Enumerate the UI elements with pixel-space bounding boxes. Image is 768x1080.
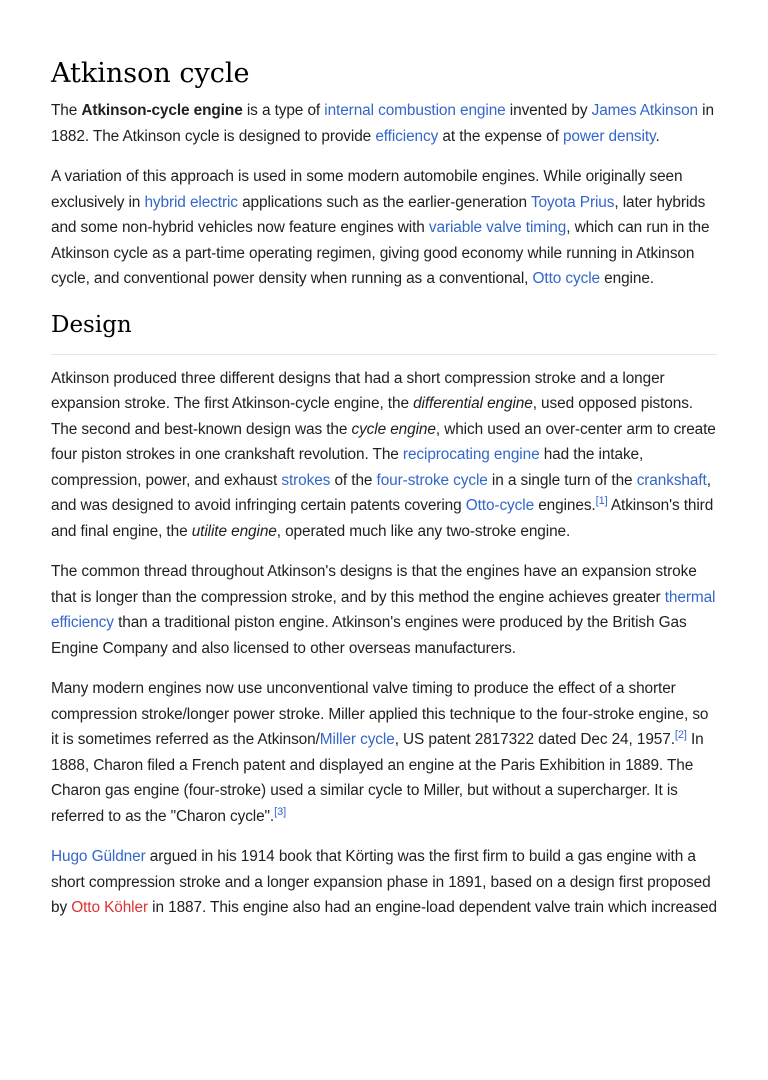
text: in 1882. The Atkinson cycle is designed to provide [51,102,714,145]
text: is a type of [242,102,325,119]
text: , later hybrids and some non-hybrid vehicles now feature engines with [51,193,706,236]
text: The [51,102,82,119]
text: of the [330,471,377,489]
italic-term: utilite engine [191,522,277,540]
text: , and was designed to avoid infringing certain patents covering [51,471,711,514]
redlink-otto-kohler[interactable]: Otto Köhler [71,899,148,916]
text: invented by [505,102,592,119]
link-thermal-efficiency[interactable]: thermal efficiency [51,588,716,631]
link-toyota-prius[interactable]: Toyota Prius [530,193,615,211]
link-james-atkinson[interactable]: James Atkinson [591,102,698,119]
link-strokes[interactable]: strokes [281,471,331,489]
text: A variation of this approach is used in some modern automobile engines. While originally seen exclusively in [51,168,683,211]
text: Atkinson produced three different designs that had a short compression stroke and a longer expansion stroke. The first Atkinson-cycle engine, the [51,369,665,412]
design-paragraph-4 [51,844,717,921]
text: than a traditional piston engine. Atkinson's engines were produced by the British Gas Engine Company and also licensed to other overseas manufacturers. [51,614,687,657]
link-variable-valve-timing[interactable]: variable valve timing [428,219,567,236]
link-otto-cycle-patents[interactable]: Otto-cycle [465,497,535,514]
text: engines. [534,497,596,514]
intro-paragraph-1 [51,98,717,149]
text: , which used an over-center arm to create four piston strokes in one crankshaft revolution. The [51,420,716,463]
section-heading-design: Design [51,310,717,355]
text: in a single turn of the [487,471,637,489]
text: In 1888, Charon filed a French patent and displayed an engine at the Paris Exhibition in 1889. The Charon gas engine (four-stroke) used a similar cycle to Miller, but without a supercharger. It is referred to as the "Charon cycle". [51,731,704,825]
text: Many modern engines now use unconventional valve timing to produce the effect of a shorter compression stroke/longer power stroke. Miller applied this technique to the four-stroke engine, so it is sometimes referred as the Atkinson/ [51,680,709,748]
text: had the intake, compression, power, and exhaust [51,446,644,489]
link-four-stroke-cycle[interactable]: four-stroke cycle [376,471,488,489]
article [0,56,768,921]
text: engine. [599,270,654,287]
link-hybrid-electric[interactable]: hybrid electric [144,193,238,211]
reference-link-3[interactable]: [3] [274,805,287,818]
link-otto-cycle[interactable]: Otto cycle [532,270,600,287]
design-paragraph-1 [51,366,717,545]
link-internal-combustion-engine[interactable]: internal combustion engine [324,102,506,119]
text: , which can run in the Atkinson cycle as a part-time operating regimen, giving good economy while running in Atkinson cycle, and conventional power density when running as a conventional, [51,219,710,287]
reference-link-1[interactable]: [1] [595,495,608,507]
design-paragraph-3 [51,676,717,829]
text: , US patent 2817322 dated Dec 24, 1957. [394,731,675,748]
link-efficiency[interactable]: efficiency [375,127,439,145]
link-power-density[interactable]: power density [562,127,656,145]
link-hugo-guldner[interactable]: Hugo Güldner [51,848,146,865]
text: at the expense of [438,127,563,145]
page-title: Atkinson cycle [51,58,250,89]
text: , used opposed pistons. The second and best-known design was the [51,395,693,438]
link-crankshaft[interactable]: crankshaft [636,471,707,489]
text: in 1887. This engine also had an engine-load dependent valve train which increased [147,899,717,916]
intro-paragraph-2 [51,164,717,292]
reference-link-2[interactable]: [2] [674,729,687,741]
text: argued in his 1914 book that Körting was the first firm to build a gas engine with a short compression stroke and a longer expansion phase in 1891, based on a design first proposed by [51,848,711,916]
link-reciprocating-engine[interactable]: reciprocating engine [402,446,540,463]
link-miller-cycle[interactable]: Miller cycle [319,731,395,748]
italic-term: differential engine [413,395,533,412]
text: The common thread throughout Atkinson's designs is that the engines have an expansion stroke that is longer than the compression stroke, and by this method the engine achieves greater [51,563,697,606]
text: , operated much like any two-stroke engine. [276,522,571,540]
text: applications such as the earlier-generation [237,193,531,211]
text: Atkinson's third and final engine, the [51,497,714,540]
italic-term: cycle engine [351,420,436,438]
bold-term: Atkinson-cycle engine [81,102,243,119]
design-paragraph-2 [51,559,717,661]
text: . [655,127,660,145]
